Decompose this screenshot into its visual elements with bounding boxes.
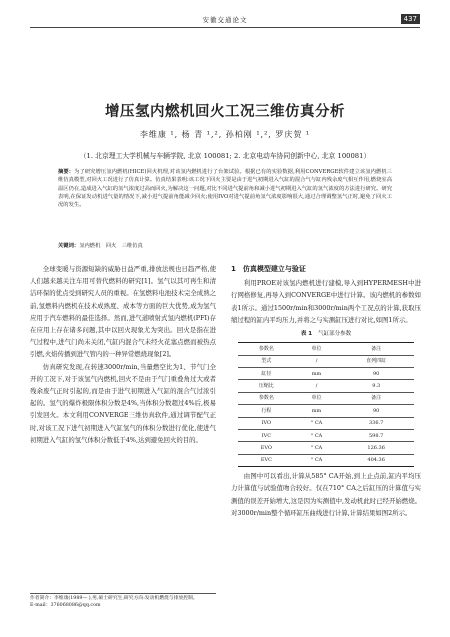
table-cell: EVO [238, 442, 295, 454]
table-row [238, 368, 414, 380]
table-cell: mm [295, 405, 339, 417]
table-title: 气缸部分参数 [318, 331, 352, 338]
table-cell: 90 [338, 368, 414, 380]
table-row [238, 380, 414, 392]
body-paragraph: 仿真研究发现,在转速3000r/min,当量燃空比为1、节气门全开的工况下,对于该氢气内燃机,回火不是由于气门重叠角过大或者残余废气正时引起的,而是由于进气初期进入气缸的混合气过浓引起的。氢气的爆炸极限体积分数是4%,当体积分数超过4%后,极易引发回火。本文利用CONVERGE三维仿真软件,通过调节配气正时,对该工况下进气初期进入气缸氢气的体积分数进行优化,使进气初期进入气缸的氢气体积分数低于4%,达到避免回火的目的。 [30, 362, 216, 444]
table-row [238, 355, 414, 367]
keywords [58, 241, 392, 249]
table-cell: 参数名 [238, 343, 295, 355]
table-cell: 行程 [238, 405, 295, 417]
abstract-text: 为了研究增压氢内燃机(HICE)回火机理,对该氢内燃机进行了台架试验。根据已有的实验数据,利用CONVERGE软件建立该氢内燃机三维仿真模型,对回火工况进行了仿真计算。仿真结果表明:该工况下回火主要是由于进气初期进入气缸的混合气与缸内残余废气相互作用,燃烧室高温区仍在,造成进入气缸的氢气浓度过高而回火,为解决这一问题,对比不同进气提前角和减小进气初期进入气缸的氢气浓度的方法进行研究。研究表明,在保证发动机进气量的情况下,减小进气提前角能减少回火;使用IVO对进气提前角氢气浓度影响很大,通过合理调整氢气正时,避免了回火工况的发生。 [58, 169, 392, 209]
table-cell: EVC [238, 454, 295, 466]
table-cell: 参数名 [238, 392, 295, 404]
table-row [238, 343, 414, 355]
page-number: 437 [401, 14, 420, 24]
table-cell: / [295, 380, 339, 392]
keywords-label: 关键词： [58, 243, 80, 249]
table-row [238, 417, 414, 429]
keywords-text: 氢内燃机 回火 三维仿真 [79, 243, 143, 249]
table-row [238, 454, 414, 466]
table-row [238, 429, 414, 441]
table-row [238, 392, 414, 404]
table-cell: mm [295, 368, 339, 380]
author-footnote [30, 593, 216, 609]
table-cell: 598.7 [338, 429, 414, 441]
left-column [30, 263, 216, 446]
table-cell: 404.36 [338, 454, 414, 466]
footnote-email: E-mail：376068086@qq.com [30, 602, 101, 608]
table-cell: 126.36 [338, 442, 414, 454]
footnote-bio: 作者简介：李维康(1989— ),男,硕士研究生,研究方向:发动机燃烧与排放控制。 [30, 596, 198, 601]
journal-name: 安徽交通论文 [202, 16, 248, 24]
table-cell: ° CA [295, 442, 339, 454]
parameter-table [238, 342, 414, 467]
body-paragraph: 全球变暖与资源短缺的威胁日益严重,排放法规也日趋严格,使人们越来越关注车用可替代燃料的研究[1]。氢气以其可再生和清洁环保的优点受到研究人员的重视。在氢燃料电池技术完全成熟之前,氢燃料内燃机在技术成熟度、成本等方面的巨大优势,成为氢气应用于汽车燃料的最佳选择。然而,进气道喷射式氢内燃机(PFI)存在应用上存在诸多问题,其中以回火现象尤为突出。回火是指在进气过程中,进气门尚未关闭,气缸内混合气未经火花塞点燃而被热点引燃,火焰传播到进气管内的一种异常燃烧现象[2]。 [30, 265, 216, 359]
abstract-label: 摘要： [58, 169, 75, 175]
table-cell: 型式 [238, 355, 295, 367]
table-cell: 90 [338, 405, 414, 417]
table-cell: 缸径 [238, 368, 295, 380]
table-cell: 336.7 [338, 417, 414, 429]
paper-authors: 李维康 ¹, 杨 青 ¹,², 孙柏刚 ¹,², 罗庆贺 ¹ [139, 130, 311, 139]
table-row [238, 405, 414, 417]
table-cell: ° CA [295, 429, 339, 441]
table-cell: 单位 [295, 343, 339, 355]
right-column [231, 263, 421, 519]
table-caption [231, 328, 421, 340]
section-title: 1 仿真模型建立与验证 [231, 265, 306, 273]
paper-affiliation: （1. 北京理工大学机械与车辆学院, 北京 100081; 2. 北京电动车协同创新中心, 北京 100081） [79, 152, 371, 160]
page-header [30, 14, 420, 28]
table-cell: 压缩比 [238, 380, 295, 392]
table-cell: 单位 [295, 392, 339, 404]
table-cell: / [295, 355, 339, 367]
body-paragraph: 利用PROE对该氢内燃机进行建模,导入到HYPERMESH中进行网格修复,再导入到CONVERGE中进行计算。该内燃机的参数如表1所示。通过1500r/min和3000r/min两个工况点的计算,获取压缩过程的缸内平均压力,并将之与实测缸压进行对比,如图1所示。 [231, 279, 421, 324]
table-cell: 备注 [338, 343, 414, 355]
paper-title: 增压氢内燃机回火工况三维仿真分析 [105, 104, 345, 120]
table-cell: 备注 [338, 392, 414, 404]
table-cell: 直列四缸 [338, 355, 414, 367]
table-cell: IVO [238, 417, 295, 429]
table-cell: 9.3 [338, 380, 414, 392]
table-label: 表 1 [300, 331, 313, 338]
table-cell: ° CA [295, 417, 339, 429]
table-cell: IVC [238, 429, 295, 441]
abstract [58, 168, 392, 209]
body-paragraph: 由图中可以看出,计算从585° CA开始,到上止点前,缸内平均压力计算值与试验值吻合较好。仅在710° CA之后缸压的计算值与实测值的误差开始增大,这是因为实测值中,发动机此时已经开始燃烧。对3000r/min整个循环缸压曲线进行计算,计算结果如图2所示。 [231, 472, 421, 517]
table-cell: ° CA [295, 454, 339, 466]
table-row [238, 442, 414, 454]
